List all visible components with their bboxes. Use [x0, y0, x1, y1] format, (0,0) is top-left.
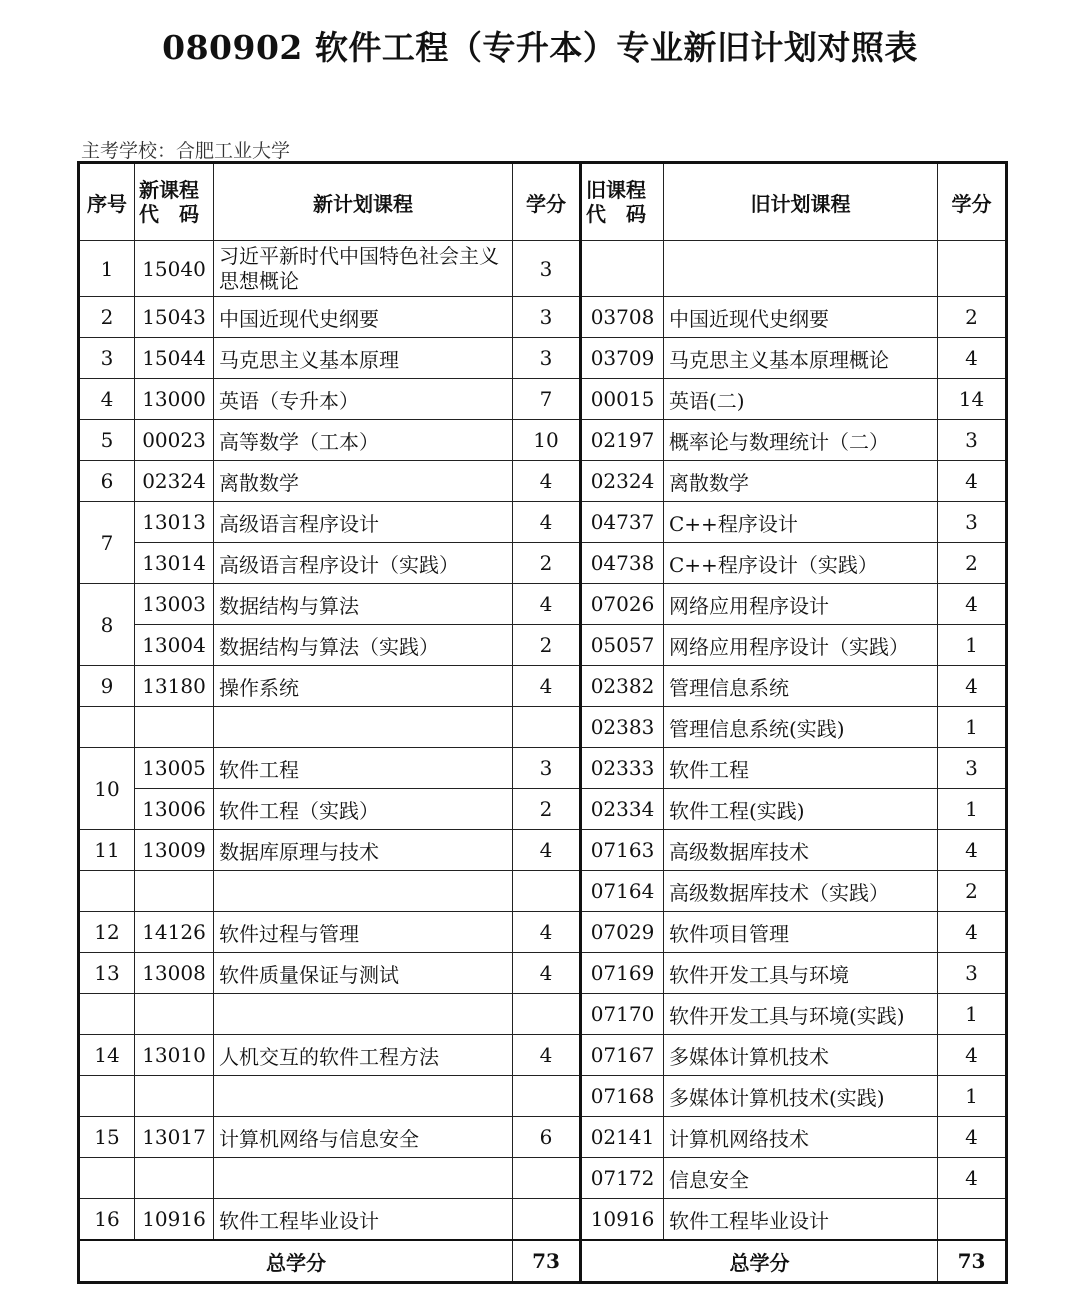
cell-old-code: 03708	[581, 297, 664, 338]
cell-new-credit: 7	[513, 379, 581, 420]
cell-new-code: 13010	[135, 1035, 214, 1076]
cell-seq	[79, 1158, 135, 1199]
cell-new-code: 14126	[135, 912, 214, 953]
cell-seq: 1	[79, 241, 135, 297]
cell-new-code	[135, 1076, 214, 1117]
cell-old-course	[664, 241, 938, 297]
table-row	[79, 871, 1007, 912]
cell-new-course: 马克思主义基本原理	[214, 338, 513, 379]
cell-old-code: 05057	[581, 625, 664, 666]
cell-new-code: 13017	[135, 1117, 214, 1158]
table-row	[79, 748, 1007, 789]
table-row	[79, 502, 1007, 543]
cell-old-credit: 4	[938, 1117, 1007, 1158]
cell-new-credit	[513, 707, 581, 748]
table-row	[79, 953, 1007, 994]
cell-old-credit: 1	[938, 625, 1007, 666]
table-row	[79, 912, 1007, 953]
cell-seq	[79, 1076, 135, 1117]
cell-old-code	[581, 241, 664, 297]
cell-new-code: 15040	[135, 241, 214, 297]
cell-new-code: 13004	[135, 625, 214, 666]
cell-new-code: 13008	[135, 953, 214, 994]
cell-new-course: 习近平新时代中国特色社会主义思想概论	[214, 241, 513, 297]
cell-new-course: 高等数学（工本）	[214, 420, 513, 461]
cell-old-code: 02333	[581, 748, 664, 789]
cell-seq: 9	[79, 666, 135, 707]
cell-old-credit: 3	[938, 420, 1007, 461]
cell-old-code: 04737	[581, 502, 664, 543]
cell-old-course: 高级数据库技术	[664, 830, 938, 871]
cell-old-code: 03709	[581, 338, 664, 379]
table-row	[79, 338, 1007, 379]
cell-new-credit: 2	[513, 625, 581, 666]
total-old-value: 73	[938, 1240, 1007, 1283]
table-row	[79, 543, 1007, 584]
cell-new-credit: 4	[513, 830, 581, 871]
cell-new-course	[214, 707, 513, 748]
cell-new-credit: 6	[513, 1117, 581, 1158]
cell-old-code: 07172	[581, 1158, 664, 1199]
cell-new-credit: 4	[513, 666, 581, 707]
cell-new-code	[135, 1158, 214, 1199]
cell-old-course: 软件工程(实践)	[664, 789, 938, 830]
cell-old-credit: 3	[938, 748, 1007, 789]
cell-seq: 12	[79, 912, 135, 953]
cell-old-course: 多媒体计算机技术(实践)	[664, 1076, 938, 1117]
cell-new-course: 高级语言程序设计	[214, 502, 513, 543]
cell-seq	[79, 871, 135, 912]
table-row	[79, 666, 1007, 707]
cell-new-credit	[513, 994, 581, 1035]
cell-old-credit: 4	[938, 666, 1007, 707]
table-row	[79, 789, 1007, 830]
cell-old-course: 软件工程	[664, 748, 938, 789]
header-old-course: 旧计划课程	[664, 163, 938, 241]
cell-new-code: 13006	[135, 789, 214, 830]
cell-seq: 16	[79, 1199, 135, 1241]
cell-new-credit: 2	[513, 789, 581, 830]
cell-old-course: 管理信息系统(实践)	[664, 707, 938, 748]
cell-old-code: 07029	[581, 912, 664, 953]
cell-new-course	[214, 871, 513, 912]
page-title: 080902 软件工程（专升本）专业新旧计划对照表	[162, 28, 918, 67]
cell-new-credit: 4	[513, 461, 581, 502]
cell-seq: 4	[79, 379, 135, 420]
cell-old-course: 网络应用程序设计	[664, 584, 938, 625]
cell-old-code: 02324	[581, 461, 664, 502]
cell-new-course: 高级语言程序设计（实践）	[214, 543, 513, 584]
cell-new-credit: 3	[513, 241, 581, 297]
cell-new-course	[214, 1076, 513, 1117]
cell-old-credit: 4	[938, 1158, 1007, 1199]
cell-new-course: 离散数学	[214, 461, 513, 502]
cell-old-code: 00015	[581, 379, 664, 420]
total-new-value: 73	[513, 1240, 581, 1283]
header-old-code-line1: 旧课程	[586, 178, 646, 202]
cell-seq: 11	[79, 830, 135, 871]
cell-new-code: 13000	[135, 379, 214, 420]
total-new-label: 总学分	[79, 1240, 513, 1283]
total-row	[79, 1240, 1007, 1283]
cell-new-credit	[513, 1076, 581, 1117]
cell-new-credit	[513, 1158, 581, 1199]
cell-new-code: 15044	[135, 338, 214, 379]
header-old-credit: 学分	[938, 163, 1007, 241]
table-row	[79, 1117, 1007, 1158]
cell-new-credit: 4	[513, 584, 581, 625]
cell-new-course	[214, 1158, 513, 1199]
cell-seq	[79, 707, 135, 748]
header-row	[79, 163, 1007, 241]
table-row	[79, 1158, 1007, 1199]
cell-new-credit: 10	[513, 420, 581, 461]
cell-new-course: 软件工程	[214, 748, 513, 789]
cell-old-course: 软件开发工具与环境	[664, 953, 938, 994]
cell-seq: 7	[79, 502, 135, 584]
cell-new-course: 软件过程与管理	[214, 912, 513, 953]
cell-new-course: 数据结构与算法	[214, 584, 513, 625]
cell-old-code: 07164	[581, 871, 664, 912]
table-row	[79, 830, 1007, 871]
cell-old-course: 软件工程毕业设计	[664, 1199, 938, 1241]
table-row	[79, 994, 1007, 1035]
cell-new-course	[214, 994, 513, 1035]
cell-new-course: 中国近现代史纲要	[214, 297, 513, 338]
table-row	[79, 707, 1007, 748]
cell-old-course: 网络应用程序设计（实践）	[664, 625, 938, 666]
cell-new-code: 13013	[135, 502, 214, 543]
cell-old-credit	[938, 241, 1007, 297]
cell-old-course: 英语(二)	[664, 379, 938, 420]
header-new-code-line1: 新课程	[139, 178, 199, 202]
table-row	[79, 625, 1007, 666]
table-row	[79, 1199, 1007, 1241]
course-comparison-table	[77, 161, 1008, 1284]
cell-old-credit: 3	[938, 953, 1007, 994]
cell-seq: 6	[79, 461, 135, 502]
cell-old-credit	[938, 1199, 1007, 1241]
cell-old-code: 04738	[581, 543, 664, 584]
cell-new-credit: 3	[513, 748, 581, 789]
header-new-credit: 学分	[513, 163, 581, 241]
cell-seq: 8	[79, 584, 135, 666]
cell-old-course: 计算机网络技术	[664, 1117, 938, 1158]
cell-new-course: 数据库原理与技术	[214, 830, 513, 871]
cell-old-code: 07169	[581, 953, 664, 994]
cell-new-code: 10916	[135, 1199, 214, 1241]
cell-old-course: 高级数据库技术（实践）	[664, 871, 938, 912]
cell-old-credit: 2	[938, 297, 1007, 338]
cell-new-credit: 4	[513, 912, 581, 953]
cell-old-course: 管理信息系统	[664, 666, 938, 707]
cell-seq: 14	[79, 1035, 135, 1076]
cell-old-code: 02334	[581, 789, 664, 830]
cell-new-code: 13003	[135, 584, 214, 625]
header-new-course: 新计划课程	[214, 163, 513, 241]
table-body	[79, 241, 1007, 1241]
table-row	[79, 241, 1007, 297]
cell-old-course: C++程序设计（实践）	[664, 543, 938, 584]
cell-old-credit: 4	[938, 584, 1007, 625]
cell-old-course: C++程序设计	[664, 502, 938, 543]
cell-new-code: 13009	[135, 830, 214, 871]
cell-old-code: 02383	[581, 707, 664, 748]
cell-seq: 5	[79, 420, 135, 461]
cell-new-course: 数据结构与算法（实践）	[214, 625, 513, 666]
cell-old-course: 中国近现代史纲要	[664, 297, 938, 338]
table-row	[79, 420, 1007, 461]
cell-old-credit: 1	[938, 1076, 1007, 1117]
cell-old-course: 多媒体计算机技术	[664, 1035, 938, 1076]
cell-new-course: 人机交互的软件工程方法	[214, 1035, 513, 1076]
cell-new-code: 15043	[135, 297, 214, 338]
cell-seq	[79, 994, 135, 1035]
cell-old-credit: 4	[938, 461, 1007, 502]
cell-old-code: 02197	[581, 420, 664, 461]
cell-new-code	[135, 707, 214, 748]
cell-new-code: 13005	[135, 748, 214, 789]
cell-old-code: 07167	[581, 1035, 664, 1076]
cell-new-code	[135, 871, 214, 912]
cell-old-course: 信息安全	[664, 1158, 938, 1199]
cell-new-code: 13180	[135, 666, 214, 707]
cell-new-code: 00023	[135, 420, 214, 461]
exam-school: 主考学校：合肥工业大学	[81, 140, 291, 162]
table-row	[79, 461, 1007, 502]
cell-new-credit: 4	[513, 953, 581, 994]
cell-old-course: 马克思主义基本原理概论	[664, 338, 938, 379]
table-row	[79, 1035, 1007, 1076]
cell-old-code: 02141	[581, 1117, 664, 1158]
cell-new-course: 操作系统	[214, 666, 513, 707]
cell-old-course: 离散数学	[664, 461, 938, 502]
cell-old-code: 07163	[581, 830, 664, 871]
header-new-code	[135, 163, 214, 241]
cell-old-credit: 1	[938, 789, 1007, 830]
cell-new-course: 软件质量保证与测试	[214, 953, 513, 994]
cell-new-code: 02324	[135, 461, 214, 502]
cell-old-credit: 2	[938, 871, 1007, 912]
cell-seq: 10	[79, 748, 135, 830]
cell-new-credit: 3	[513, 297, 581, 338]
header-old-code	[581, 163, 664, 241]
cell-new-credit: 4	[513, 1035, 581, 1076]
table-row	[79, 379, 1007, 420]
cell-old-credit: 4	[938, 1035, 1007, 1076]
cell-old-credit: 3	[938, 502, 1007, 543]
cell-new-credit: 2	[513, 543, 581, 584]
header-new-code-line2: 代 码	[139, 202, 199, 226]
cell-old-course: 软件项目管理	[664, 912, 938, 953]
cell-seq: 15	[79, 1117, 135, 1158]
cell-seq: 13	[79, 953, 135, 994]
header-old-code-line2: 代 码	[586, 202, 646, 226]
cell-old-credit: 1	[938, 707, 1007, 748]
cell-new-credit: 4	[513, 502, 581, 543]
header-seq: 序号	[79, 163, 135, 241]
cell-old-code: 07170	[581, 994, 664, 1035]
cell-new-credit	[513, 871, 581, 912]
cell-old-code: 07168	[581, 1076, 664, 1117]
total-old-label: 总学分	[581, 1240, 938, 1283]
cell-old-credit: 4	[938, 338, 1007, 379]
cell-old-credit: 1	[938, 994, 1007, 1035]
cell-old-course: 概率论与数理统计（二）	[664, 420, 938, 461]
cell-new-course: 软件工程（实践）	[214, 789, 513, 830]
cell-new-code: 13014	[135, 543, 214, 584]
cell-new-credit	[513, 1199, 581, 1241]
cell-old-code: 07026	[581, 584, 664, 625]
table-row	[79, 297, 1007, 338]
cell-new-credit: 3	[513, 338, 581, 379]
cell-old-code: 10916	[581, 1199, 664, 1241]
cell-seq: 3	[79, 338, 135, 379]
cell-old-credit: 4	[938, 912, 1007, 953]
table-row	[79, 584, 1007, 625]
cell-old-credit: 2	[938, 543, 1007, 584]
cell-new-course: 英语（专升本）	[214, 379, 513, 420]
cell-old-course: 软件开发工具与环境(实践)	[664, 994, 938, 1035]
cell-old-credit: 14	[938, 379, 1007, 420]
cell-old-code: 02382	[581, 666, 664, 707]
cell-old-credit: 4	[938, 830, 1007, 871]
table-row	[79, 1076, 1007, 1117]
cell-new-course: 计算机网络与信息安全	[214, 1117, 513, 1158]
cell-new-code	[135, 994, 214, 1035]
cell-seq: 2	[79, 297, 135, 338]
cell-new-course: 软件工程毕业设计	[214, 1199, 513, 1241]
